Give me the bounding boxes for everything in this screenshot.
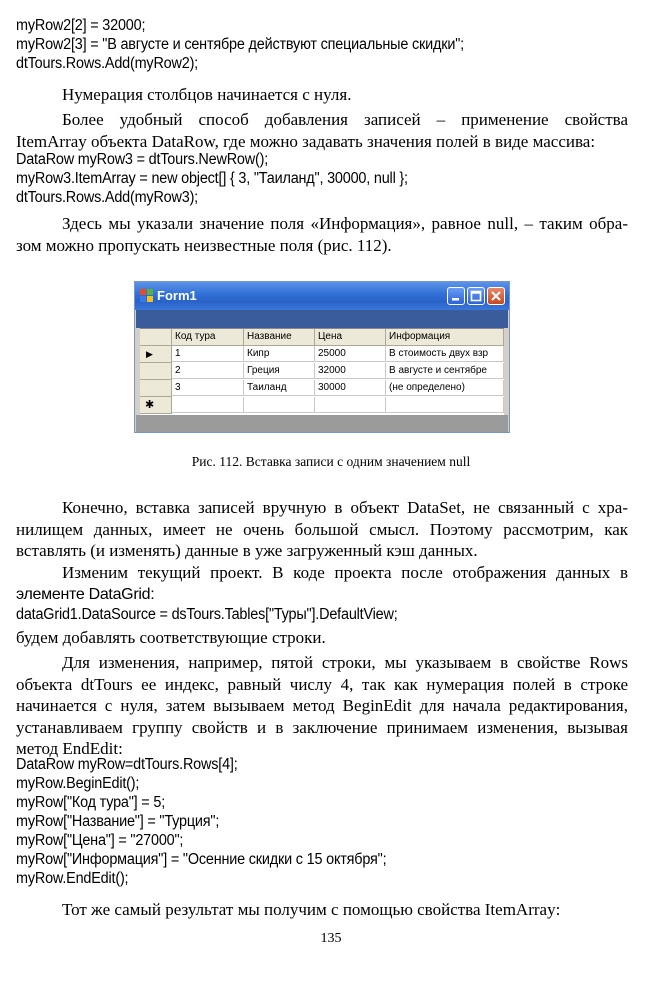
code-line: dtTours.Rows.Add(myRow2); xyxy=(16,55,199,72)
code-block-mid xyxy=(16,150,408,207)
paragraph-line: Более удобный способ добавления записей – применение свойства xyxy=(62,110,628,129)
code-line: myRow2[2] = 32000; xyxy=(16,17,146,34)
grid-cell[interactable]: 25000 xyxy=(315,346,386,362)
code-line: myRow.BeginEdit(); xyxy=(16,775,140,792)
grid-cell[interactable]: 30000 xyxy=(315,380,386,396)
new-row-cell[interactable] xyxy=(244,397,315,413)
grid-caption-band xyxy=(136,310,508,328)
paragraph-line: Нумерация столбцов начинается с нуля. xyxy=(62,85,352,104)
code-line: myRow2[3] = "В августе и сентябре действуют специальные скидки"; xyxy=(16,36,464,53)
minimize-button[interactable] xyxy=(447,287,465,305)
code-line: myRow["Цена"] = "27000"; xyxy=(16,832,184,849)
paragraph-null xyxy=(16,213,628,256)
paragraph-line: элементе DataGrid: xyxy=(16,585,155,603)
row-current-marker[interactable]: ▶ xyxy=(140,346,172,363)
new-row-marker[interactable]: ✱ xyxy=(140,397,172,414)
paragraph-project xyxy=(16,562,628,605)
paragraph-line: устанавливаем группу свойств и в заключение принимаем изменения, вызывая xyxy=(16,717,628,737)
paragraph-line: Для изменения, например, пятой строки, мы указываем в свойстве Rows xyxy=(62,653,628,672)
column-header[interactable]: Код тура xyxy=(172,329,244,346)
grid-cell[interactable]: (не определено) xyxy=(386,380,504,396)
code-line: dataGrid1.DataSource = dsTours.Tables["Туры"].DefaultView; xyxy=(16,606,398,623)
code-block-bottom xyxy=(16,755,386,888)
code-line: DataRow myRow3 = dtTours.NewRow(); xyxy=(16,151,269,168)
row-header[interactable] xyxy=(140,380,172,397)
grid-cell[interactable]: 2 xyxy=(172,363,244,379)
grid-cell[interactable]: В августе и сентябре xyxy=(386,363,504,379)
grid-cell[interactable]: 3 xyxy=(172,380,244,396)
maximize-icon xyxy=(468,288,484,304)
code-line: myRow["Код тура"] = 5; xyxy=(16,794,166,811)
column-header[interactable]: Название xyxy=(244,329,315,346)
code-block-top xyxy=(16,16,464,73)
paragraph-line: вставлять (и изменять) данные в уже загруженный кэш данных. xyxy=(16,541,478,560)
code-line: myRow.EndEdit(); xyxy=(16,870,129,887)
new-row-cell[interactable] xyxy=(315,397,386,413)
paragraph-line: метод EndEdit: xyxy=(16,739,123,758)
column-header[interactable]: Цена xyxy=(315,329,386,346)
paragraph-line: Изменим текущий проект. В коде проекта после отображения данных в xyxy=(62,563,628,582)
new-row-cell[interactable] xyxy=(172,397,244,413)
paragraph-numbering xyxy=(16,84,628,106)
grid-cell[interactable]: Кипр xyxy=(244,346,315,362)
code-line: myRow["Название"] = "Турция"; xyxy=(16,813,220,830)
close-button[interactable] xyxy=(487,287,505,305)
figure-caption: Рис. 112. Вставка записи с одним значением null xyxy=(191,454,471,469)
paragraph-line: начинается с нуля, затем вызываем метод BeginEdit для начала редактирования, xyxy=(16,696,628,715)
data-grid[interactable] xyxy=(140,328,504,416)
code-line: myRow["Информация"] = "Осенние скидки с 15 октября"; xyxy=(16,851,387,868)
paragraph-add-rows xyxy=(16,627,628,649)
paragraph-itemarray-result xyxy=(16,899,628,921)
column-header[interactable]: Информация xyxy=(386,329,504,346)
paragraph-dataset xyxy=(16,497,628,562)
code-line: myRow3.ItemArray = new object[] { 3, "Таиланд", 30000, null }; xyxy=(16,170,408,187)
page-number: 135 xyxy=(320,931,342,946)
paragraph-edit xyxy=(16,652,628,760)
paragraph-line: Тот же самый результат мы получим с помощью свойства ItemArray: xyxy=(62,900,561,919)
grid-cell[interactable]: 1 xyxy=(172,346,244,362)
paragraph-itemarray xyxy=(16,109,628,152)
new-row-cell[interactable] xyxy=(386,397,504,413)
paragraph-line: будем добавлять соответствующие строки. xyxy=(16,628,326,647)
paragraph-line: ItemArray объекта DataRow, где можно задавать значения полей в виде массива: xyxy=(16,131,596,151)
paragraph-line: Конечно, вставка записей вручную в объект DataSet, не связанный с хра- xyxy=(62,498,628,517)
corner-header xyxy=(140,329,172,346)
minimize-icon xyxy=(448,288,464,304)
paragraph-line: Здесь мы указали значение поля «Информация», равное null, – таким обра- xyxy=(62,214,628,233)
grid-cell[interactable]: 32000 xyxy=(315,363,386,379)
grid-footer xyxy=(136,415,508,432)
paragraph-line: зом можно пропускать неизвестные поля (рис. 112). xyxy=(16,235,392,255)
code-datasource xyxy=(16,605,398,624)
window-title: Form1 xyxy=(157,288,197,303)
row-header[interactable] xyxy=(140,363,172,380)
app-icon xyxy=(140,289,154,302)
paragraph-line: нилищем данных, имеет не очень большой смысл. Поэтому рассмотрим, как xyxy=(16,519,628,539)
form-window xyxy=(134,281,510,433)
grid-cell[interactable]: В стоимость двух взр xyxy=(386,346,504,362)
maximize-button[interactable] xyxy=(467,287,485,305)
code-line: DataRow myRow=dtTours.Rows[4]; xyxy=(16,756,238,773)
title-bar[interactable] xyxy=(135,282,509,310)
paragraph-line: объекта dtTours ее индекс, равный числу 4, так как нумерация полей в строке xyxy=(16,674,628,694)
close-icon xyxy=(488,288,504,304)
code-line: dtTours.Rows.Add(myRow3); xyxy=(16,189,199,206)
grid-cell[interactable]: Таиланд xyxy=(244,380,315,396)
grid-cell[interactable]: Греция xyxy=(244,363,315,379)
